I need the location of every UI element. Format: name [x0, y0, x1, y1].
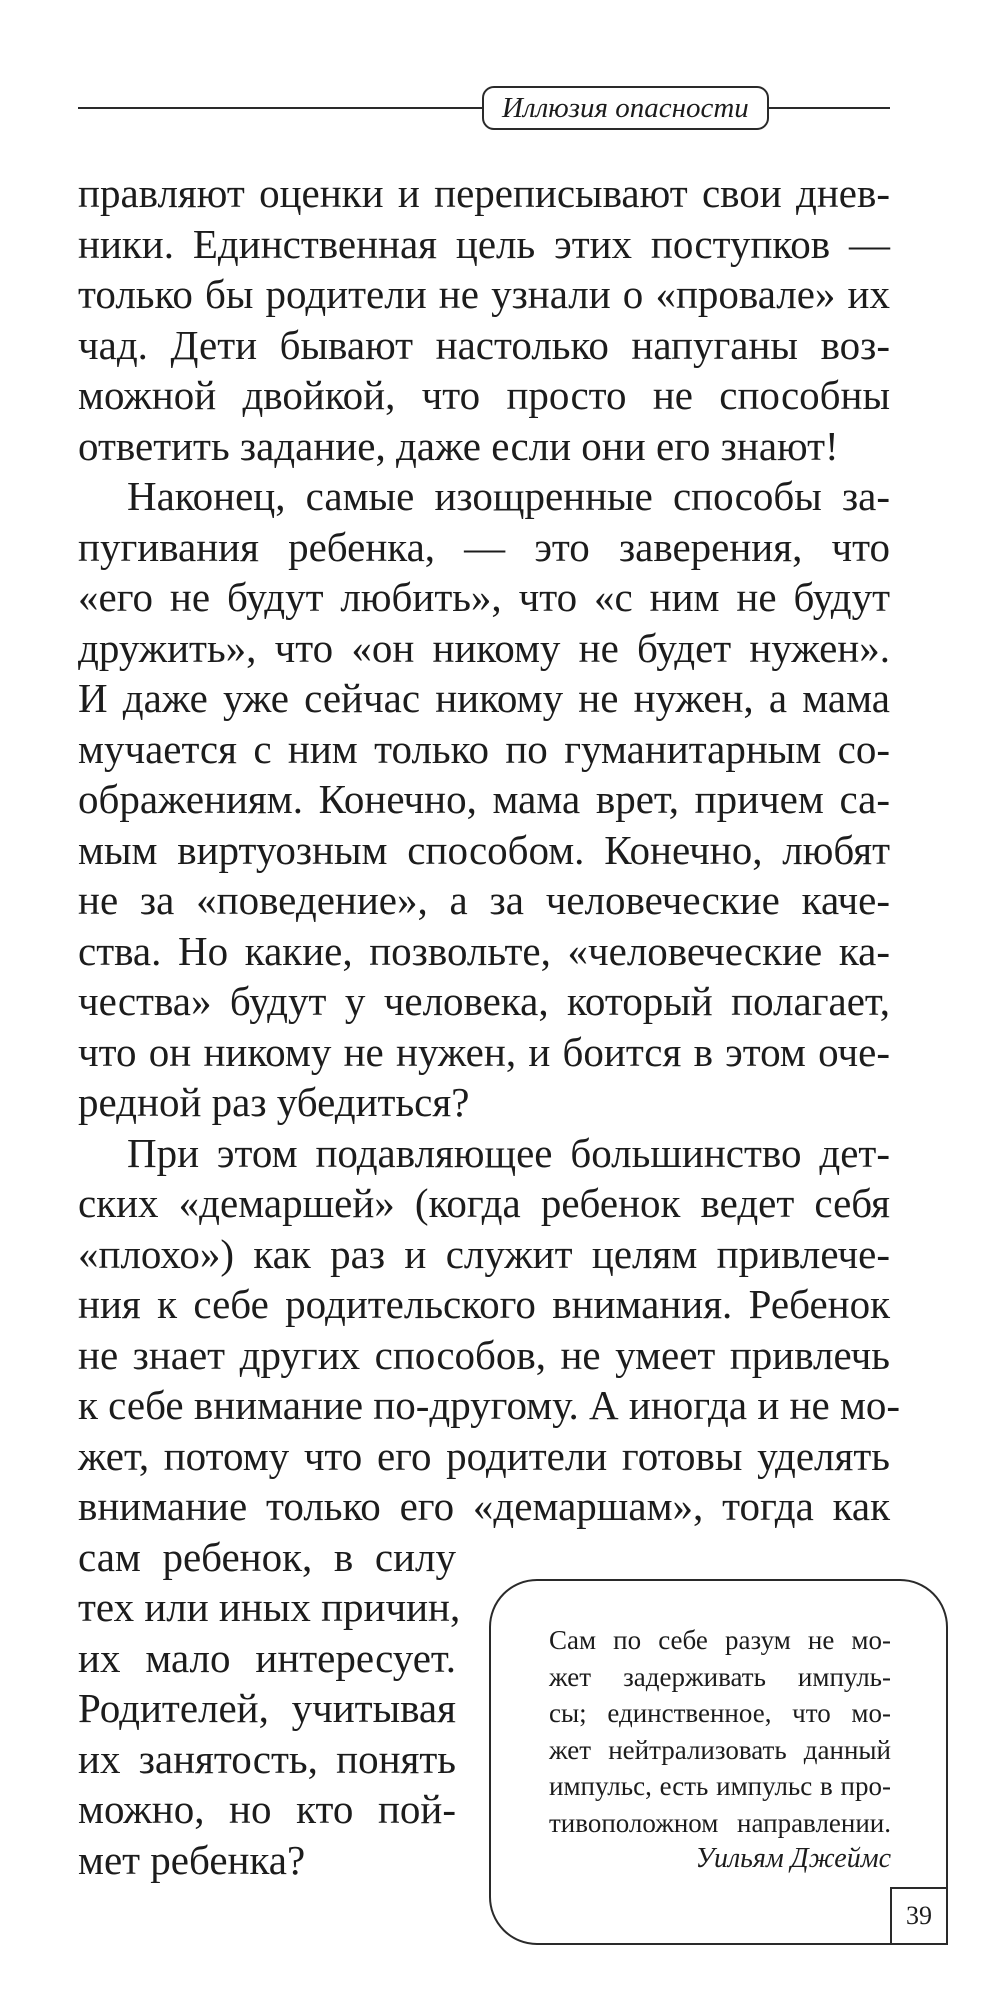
- text-line: пугивания ребенка, — это заверения, что: [78, 523, 890, 570]
- text-line: ответить задание, даже если они его знают!: [78, 422, 839, 469]
- quote-line: жет нейтрализовать данный: [549, 1734, 891, 1765]
- text-line: только бы родители не узнали о «провале» их: [78, 271, 890, 317]
- text-line: мучается с ним только по гуманитарным со-: [78, 725, 890, 772]
- text-line: При этом подавляющее большинство дет-: [127, 1129, 890, 1176]
- text-line: можно, но кто пой-: [78, 1786, 456, 1832]
- text-line: «его не будут любить», что «с ним не будут: [78, 574, 890, 620]
- text-line: редной раз убедиться?: [78, 1079, 470, 1125]
- quote-line: тивоположном направлении.: [549, 1807, 891, 1838]
- text-line: ских «демаршей» (когда ребенок ведет себя: [78, 1180, 890, 1226]
- running-header-title: Иллюзия опасности: [482, 86, 769, 130]
- text-line: Наконец, самые изощренные способы за-: [127, 473, 890, 519]
- text-line: можной двойкой, что просто не способны: [78, 372, 890, 418]
- quote-line: сы; единственное, что мо-: [549, 1698, 891, 1728]
- text-line: И даже уже сейчас никому не нужен, а мама: [78, 675, 890, 721]
- text-line: тех или иных причин,: [78, 1584, 461, 1630]
- text-line: ники. Единственная цель этих поступков —: [78, 220, 890, 267]
- text-line: чества» будут у человека, который полагает,: [78, 978, 890, 1024]
- text-line: ства. Но какие, позвольте, «человеческие ка-: [78, 927, 890, 974]
- text-line: не знает других способов, не умеет привлечь: [78, 1331, 890, 1378]
- text-line: внимание только его «демаршам», тогда как: [78, 1483, 890, 1529]
- text-line: «плохо») как раз и служит целям привлече-: [78, 1230, 890, 1277]
- quote-line: импульс, есть импульс в про-: [549, 1771, 891, 1801]
- text-line: не за «поведение», а за человеческие каче-: [78, 877, 890, 923]
- text-line: ния к себе родительского внимания. Ребенок: [78, 1281, 890, 1327]
- quote-line: жет задерживать импуль-: [549, 1661, 891, 1692]
- text-line: дружить», что «он никому не будет нужен».: [78, 624, 890, 671]
- quote-author: Уильям Джеймс: [695, 1843, 891, 1874]
- text-line: правляют оценки и переписывают свои днев-: [78, 170, 890, 216]
- text-line: мым виртуозным способом. Конечно, любят: [78, 826, 890, 873]
- text-line: чад. Дети бывают настолько напуганы воз-: [78, 321, 890, 368]
- quote-line: Сам по себе разум не мо-: [549, 1625, 891, 1655]
- text-line: мет ребенка?: [78, 1836, 306, 1883]
- text-line: ображениям. Конечно, мама врет, причем са-: [78, 776, 890, 822]
- page-number: 39: [890, 1887, 948, 1945]
- text-line: Родителей, учитывая: [78, 1685, 456, 1731]
- text-line: жет, потому что его родители готовы уделять: [78, 1432, 890, 1479]
- text-line: сам ребенок, в силу: [78, 1533, 456, 1580]
- text-line: их мало интересует.: [78, 1634, 456, 1681]
- text-line: к себе внимание по-другому. А иногда и не мо-: [78, 1382, 901, 1428]
- text-line: их занятость, понять: [78, 1735, 456, 1782]
- quote-text: [549, 1622, 891, 1841]
- text-line: что он никому не нужен, и боится в этом оче-: [78, 1028, 890, 1075]
